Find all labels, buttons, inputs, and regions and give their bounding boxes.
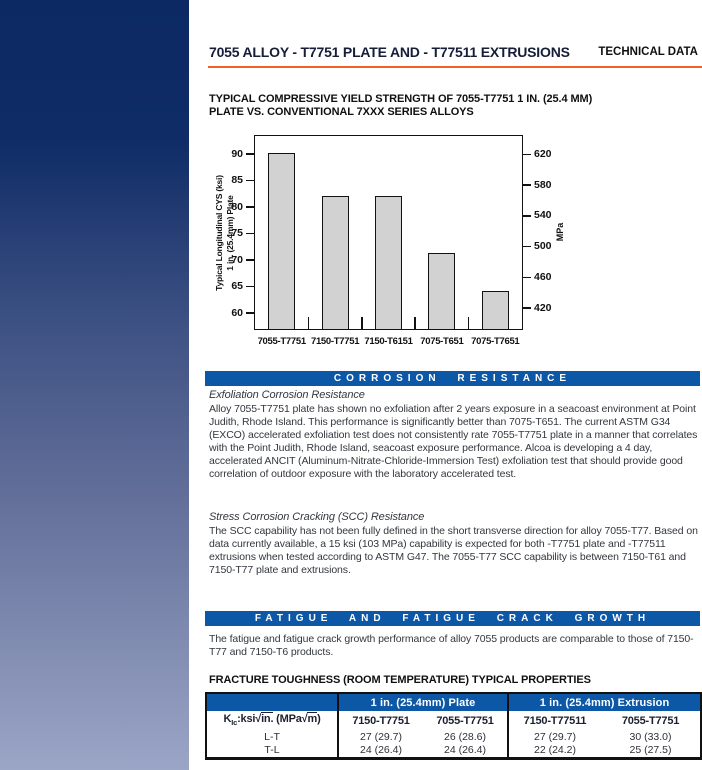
- y-tick-label-left: 90: [231, 147, 243, 160]
- row-label-lt: L-T: [264, 731, 280, 743]
- bar-7075-T7651: [482, 291, 509, 329]
- y-tick-left: [246, 259, 254, 261]
- y-tick-left: [246, 312, 254, 314]
- sidebar-gradient: [0, 0, 189, 770]
- value-lt-extrusion-7150: 27 (29.7): [508, 730, 601, 744]
- chart-plot: [231, 135, 552, 347]
- fracture-toughness-title: FRACTURE TOUGHNESS (ROOM TEMPERATURE) TYPICAL PROPERTIES: [209, 674, 591, 686]
- x-axis-tick: [308, 317, 310, 329]
- kic-close-paren: ): [317, 713, 321, 726]
- x-tick-label: 7150-T7751: [310, 336, 360, 347]
- table-row-tl: [206, 744, 701, 758]
- y-tick-label-left: 60: [231, 306, 243, 319]
- y-tick-label-left: 75: [231, 227, 243, 240]
- y-tick-label-left: 80: [231, 200, 243, 213]
- y-tick-label-left: 70: [231, 253, 243, 266]
- row-label-tl: T-L: [264, 744, 280, 757]
- kic-radicand-in: in.: [261, 713, 274, 726]
- kic-mpa: (MPa√: [273, 713, 308, 726]
- col-header-7150-t77511-extrusion: 7150-T77511: [508, 711, 601, 730]
- table-alloy-header-row: [206, 711, 701, 730]
- value-tl-plate-7150: 24 (26.4): [338, 744, 423, 758]
- x-axis-tick: [468, 317, 470, 329]
- y-tick-left: [246, 180, 254, 182]
- kic-units-label: [206, 711, 338, 730]
- x-axis-tick: [361, 317, 363, 329]
- value-tl-plate-7055: 24 (26.4): [443, 744, 487, 757]
- y-tick-left: [246, 206, 254, 208]
- bar-7150-T7751: [322, 196, 349, 329]
- exfoliation-paragraph: Alloy 7055-T7751 plate has shown no exfoliation after 2 years exposure in a seacoast environment at Point Judith, Rhode Island. This performance is significantly better than 7075-T651. The current ASTM G34 (EXCO) accelerated exfoliation test does not consistently rate 7055-T7751 plate in a manner that correlates with the Point Judith, Rhode Island, seacoast exposure performance. Alcoa is developing a 4 day, accelerated ANCIT (Aluminum-Nitrate-Chloride-Immersion Test) exfoliation test that should provide good correlation of outdoor exposure with the laboratory accelerated test.: [209, 403, 698, 481]
- x-tick-label: 7055-T7751: [257, 336, 306, 347]
- technical-data-label: TECHNICAL DATA: [598, 46, 698, 58]
- scc-heading: Stress Corrosion Cracking (SCC) Resistance: [209, 511, 425, 523]
- fracture-toughness-table: [205, 692, 702, 760]
- y-tick-label-left: 65: [231, 280, 243, 293]
- y-tick-label-right: 540: [534, 209, 552, 222]
- section-header-corrosion: CORROSION RESISTANCE: [205, 371, 700, 386]
- chart-title-line2: PLATE VS. CONVENTIONAL 7XXX SERIES ALLOYS: [209, 106, 474, 118]
- group-header-extrusion: 1 in. (25.4mm) Extrusion: [508, 693, 701, 711]
- y-tick-label-right: 460: [534, 270, 552, 283]
- y-tick-right: [522, 277, 531, 279]
- x-tick-label: 7150-T6151: [364, 336, 413, 347]
- kic-radicand-m: m: [307, 713, 318, 726]
- kic-subscript: Ic: [231, 718, 238, 728]
- y-tick-left: [246, 286, 254, 288]
- y-tick-right: [522, 246, 531, 248]
- y-tick-right: [522, 307, 531, 309]
- y-tick-label-right: 580: [534, 178, 552, 191]
- col-header-7055-t7751-extrusion: 7055-T7751: [621, 714, 680, 727]
- x-axis-tick: [414, 317, 416, 329]
- y-tick-label-right: 420: [534, 301, 552, 314]
- kic-base: K: [223, 713, 232, 726]
- bar-7150-T6151: [375, 196, 402, 329]
- y-tick-right: [522, 215, 531, 217]
- table-row-lt: [206, 730, 701, 744]
- value-lt-extrusion-7055: 30 (33.0): [629, 731, 672, 743]
- header-rule: [208, 66, 702, 68]
- value-lt-plate-7150: 27 (29.7): [338, 730, 423, 744]
- bar-7075-T651: [428, 253, 455, 329]
- x-tick-label: 7075-T651: [420, 336, 464, 347]
- value-lt-plate-7055: 26 (28.6): [443, 731, 487, 743]
- y-axis-label-left-line2: 1 in. (25.4mm) Plate: [224, 195, 235, 271]
- y-tick-right: [522, 184, 531, 186]
- y-axis-label-left-line1: Typical Longitudinal CYS (ksi): [214, 175, 224, 291]
- group-header-plate: 1 in. (25.4mm) Plate: [338, 693, 508, 711]
- x-tick-label: 7075-T7651: [471, 336, 520, 347]
- section-header-fatigue: FATIGUE AND FATIGUE CRACK GROWTH: [205, 611, 700, 626]
- document-title: 7055 ALLOY - T7751 PLATE AND - T77511 EXTRUSIONS: [209, 44, 570, 60]
- value-tl-extrusion-7150: 22 (24.2): [508, 744, 601, 758]
- chart-title: [209, 93, 592, 119]
- y-tick-label-right: 620: [534, 147, 552, 160]
- scc-paragraph: The SCC capability has not been fully defined in the short transverse direction for alloy 7055-T77. Based on data currently available, a 15 ksi (103 MPa) capability is expected for both -T7751 plate and -T77511 extrusions when tested according to ASTM G47. The 7055-T77 SCC capability is between 7150-T61 and 7150-T77 plate and extrusions.: [209, 525, 698, 577]
- y-tick-left: [246, 153, 254, 155]
- fatigue-paragraph: The fatigue and fatigue crack growth performance of alloy 7055 products are comparable to those of 7150-T77 and 7150-T6 products.: [209, 633, 694, 659]
- chart-title-line1: TYPICAL COMPRESSIVE YIELD STRENGTH OF 7055-T7751 1 IN. (25.4 MM): [209, 93, 593, 105]
- y-tick-left: [246, 233, 254, 235]
- table-group-header-row: [206, 693, 701, 711]
- y-tick-right: [522, 154, 531, 156]
- kic-units: :ksi√: [237, 713, 262, 726]
- col-header-7150-t7751-plate: 7150-T7751: [338, 711, 423, 730]
- y-tick-label-right: 500: [534, 240, 552, 253]
- col-header-7055-t7751-plate: 7055-T7751: [436, 714, 494, 727]
- value-tl-extrusion-7055: 25 (27.5): [629, 744, 672, 757]
- y-axis-label-right: MPa: [555, 222, 565, 242]
- content-area: [205, 0, 700, 770]
- y-tick-label-left: 85: [231, 174, 243, 187]
- bar-7055-T7751: [268, 153, 295, 329]
- exfoliation-heading: Exfoliation Corrosion Resistance: [209, 389, 365, 401]
- table-corner-cell: [206, 693, 338, 711]
